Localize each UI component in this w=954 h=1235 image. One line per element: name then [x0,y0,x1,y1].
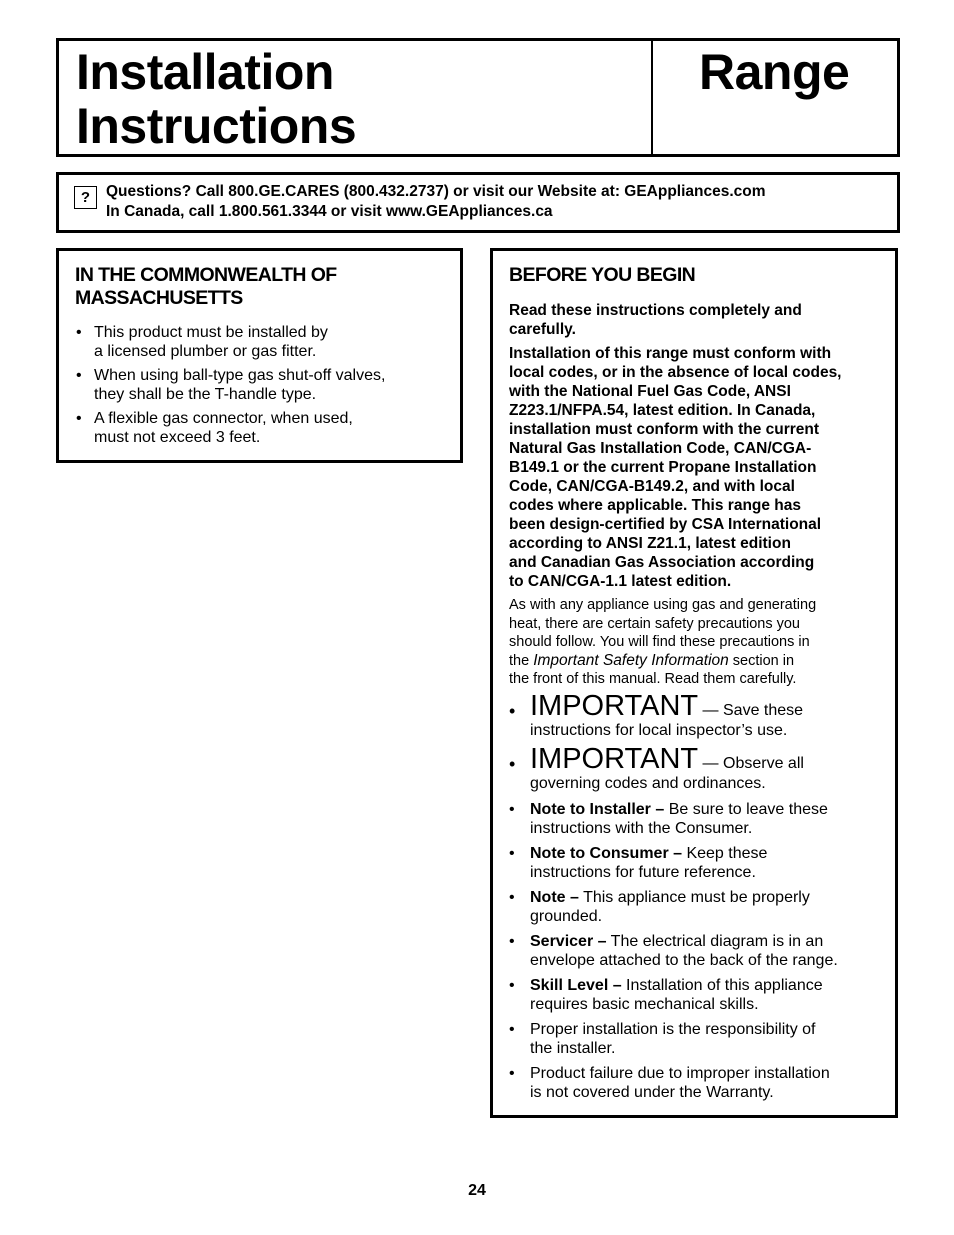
product-title: Range [699,44,850,100]
title-line-1: Installation [76,44,334,100]
bullet-icon: • [509,701,516,721]
important-label: IMPORTANT [530,743,699,775]
title-line-2: Instructions [76,98,357,154]
list-item-text: The electrical diagram is in an [606,933,824,950]
conform-line: Installation of this range must conform with [509,345,832,362]
list-item-label: Note to Installer – [530,801,665,818]
bullet-icon: • [76,410,82,427]
safety-line: As with any appliance using gas and generating [509,597,817,613]
list-item-text: requires basic mechanical skills. [530,996,759,1013]
bullet-icon: • [509,801,515,818]
conform-line: to CAN/CGA-1.1 latest edition. [509,573,732,590]
massachusetts-heading-line-1: IN THE COMMONWEALTH OF [75,264,337,286]
list-item [509,888,893,926]
important-save-note [509,691,889,740]
before-you-begin-panel [490,248,898,1118]
conform-line: local codes, or in the absence of local codes, [509,364,842,381]
list-item [509,844,893,882]
list-item-label: Skill Level – [530,977,622,994]
important-text: — Save these [698,702,804,719]
safety-section-reference: Important Safety Information [533,651,729,669]
important-text: governing codes and ordinances. [530,775,766,792]
safety-line: the front of this manual. Read them carefully. [509,671,797,687]
massachusetts-list [76,323,456,447]
title-header [56,38,900,157]
massachusetts-panel [56,248,463,463]
bullet-icon: • [509,977,515,994]
page-title [76,45,356,153]
list-item [76,323,456,361]
important-codes-note [509,744,889,793]
questions-line-us: Questions? Call 800.GE.CARES (800.432.2737) or visit our Website at: GEAppliances.com [106,183,766,200]
conform-line: installation must conform with the current [509,421,820,438]
bullet-icon: • [509,889,515,906]
conform-line: Code, CAN/CGA-B149.2, and with local [509,478,795,495]
important-text: — Observe all [698,755,804,772]
list-item-text: Installation of this appliance [621,977,823,994]
list-item-line: they shall be the T-handle type. [94,386,317,403]
conform-line: codes where applicable. This range has [509,497,802,514]
questions-line-canada: In Canada, call 1.800.561.3344 or visit www.GEAppliances.ca [106,203,553,220]
list-item [509,932,893,970]
conform-line: with the National Fuel Gas Code, ANSI [509,383,791,400]
title-cell [59,41,653,154]
conform-line: according to ANSI Z21.1, latest edition [509,535,791,552]
safety-line: heat, there are certain safety precautions you [509,615,800,632]
important-text: instructions for local inspector’s use. [530,722,788,739]
questions-banner [56,172,900,233]
page-number: 24 [468,1182,486,1199]
list-item-text: Keep these [682,845,768,862]
safety-line-suffix: section in [728,652,795,669]
safety-line-prefix: the [509,652,534,669]
massachusetts-heading-line-2: MASSACHUSETTS [75,287,243,309]
bullet-icon: • [509,1021,515,1038]
before-you-begin-heading: BEFORE YOU BEGIN [509,264,696,286]
read-line: carefully. [509,321,576,338]
read-line: Read these instructions completely and [509,302,802,319]
list-item-text: instructions for future reference. [530,864,756,881]
list-item-label: Note to Consumer – [530,845,683,862]
read-instructions-note [509,301,802,339]
code-conformance-paragraph [509,344,842,591]
bullet-icon: • [509,933,515,950]
list-item-line: must not exceed 3 feet. [94,429,261,446]
list-item-label: Note – [530,889,579,906]
bullet-icon: • [509,845,515,862]
safety-precautions-paragraph [509,596,816,689]
question-mark-icon: ? [74,186,97,209]
list-item-text: the installer. [530,1040,616,1057]
list-item [509,1064,893,1102]
list-item-line: A flexible gas connector, when used, [94,410,353,427]
list-item [76,409,456,447]
list-item-label: Servicer – [530,933,607,950]
list-item-text: Proper installation is the responsibility of [530,1021,816,1038]
conform-line: Natural Gas Installation Code, CAN/CGA- [509,440,812,457]
list-item-text: instructions with the Consumer. [530,820,753,837]
conform-line: and Canadian Gas Association according [509,554,815,571]
bullet-icon: • [509,1065,515,1082]
list-item [509,800,893,838]
conform-line: been design-certified by CSA International [509,516,822,533]
list-item-text: is not covered under the Warranty. [530,1084,774,1101]
bullet-icon: • [509,754,516,774]
list-item-text: grounded. [530,908,603,925]
bullet-icon: • [76,324,82,341]
list-item-text: Product failure due to improper installation [530,1065,830,1082]
list-item [509,1020,893,1058]
bullet-icon: • [76,367,82,384]
list-item-line: This product must be installed by [94,324,328,341]
conform-line: B149.1 or the current Propane Installation [509,459,817,476]
conform-line: Z223.1/NFPA.54, latest edition. In Canada, [509,402,816,419]
important-label: IMPORTANT [530,690,699,722]
list-item-line: When using ball-type gas shut-off valves, [94,367,386,384]
list-item-line: a licensed plumber or gas fitter. [94,343,317,360]
list-item-text: Be sure to leave these [664,801,828,818]
list-item-text: This appliance must be properly [578,889,810,906]
safety-line: should follow. You will find these precautions in [509,634,810,650]
list-item-text: envelope attached to the back of the range. [530,952,838,969]
list-item [509,976,893,1014]
massachusetts-heading [75,264,337,310]
list-item [76,366,456,404]
before-you-begin-list [509,800,893,1108]
